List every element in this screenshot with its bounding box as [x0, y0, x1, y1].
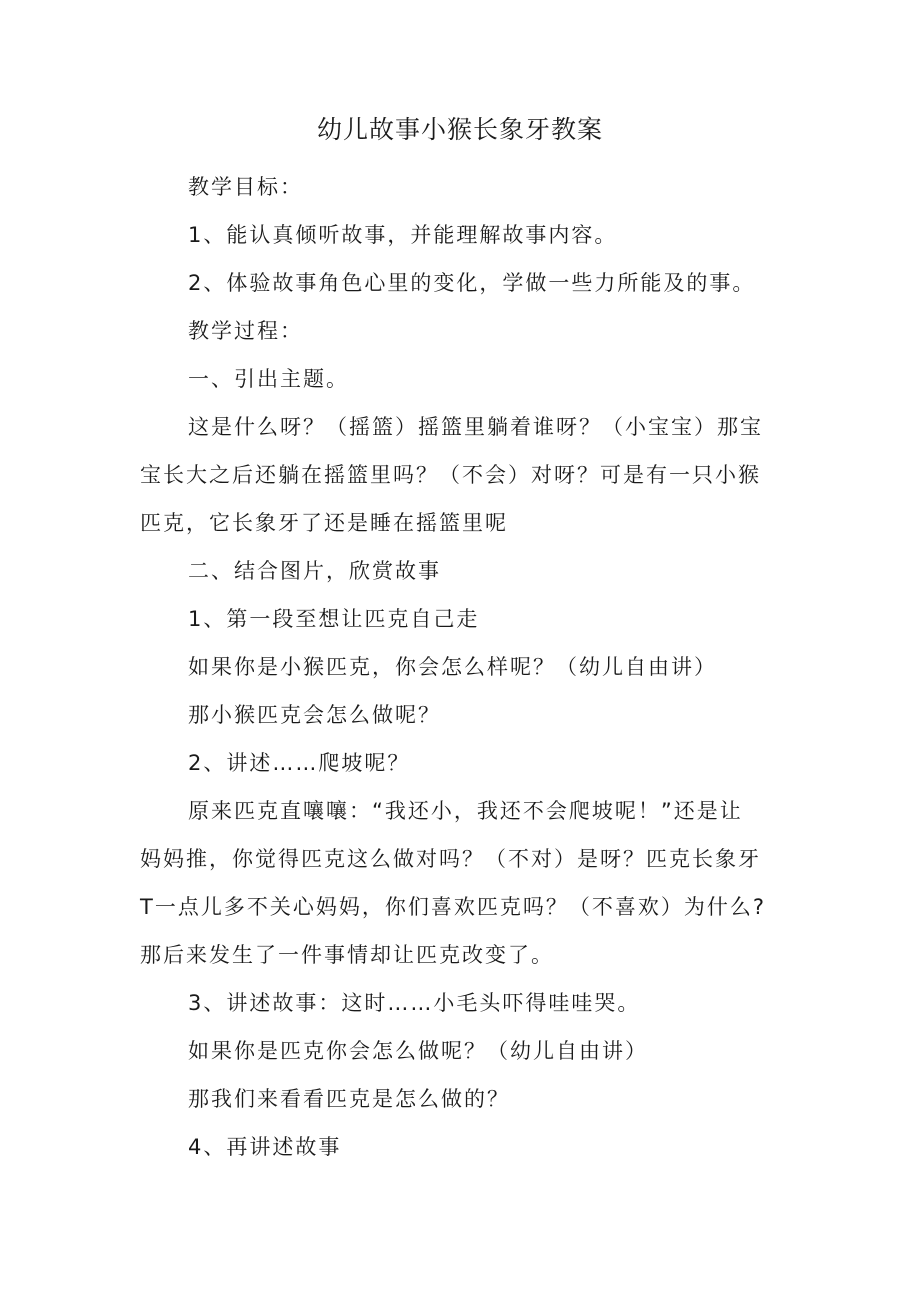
text-line: 这是什么呀？（摇篮）摇篮里躺着谁呀？（小宝宝）那宝 [188, 415, 763, 439]
text-line: 1、第一段至想让匹克自己走 [188, 607, 480, 631]
text-line: 2、体验故事角色心里的变化，学做一些力所能及的事。 [188, 271, 756, 295]
text-line: 4、再讲述故事 [188, 1135, 342, 1159]
text-line: 原来匹克直嚷嚷：“我还小，我还不会爬坡呢！”还是让 [188, 799, 743, 823]
text-line: 如果你是小猴匹克，你会怎么样呢？（幼儿自由讲） [188, 655, 717, 679]
text-line: 匹克，它长象牙了还是睡在摇篮里呢 [140, 511, 508, 535]
text-line: 宝长大之后还躺在摇篮里吗？（不会）对呀？可是有一只小猴 [140, 463, 761, 487]
text-line: 那小猴匹克会怎么做呢？ [188, 703, 441, 727]
text-line: 教学目标： [188, 175, 303, 199]
text-line: 2、讲述……爬坡呢？ [188, 751, 411, 775]
text-line: 妈妈推，你觉得匹克这么做对吗？（不对）是呀？匹克长象牙 [140, 847, 761, 871]
document-title: 幼儿故事小猴长象牙教案 [316, 115, 603, 144]
text-line: 一、引出主题。 [188, 367, 349, 391]
text-line: 1、能认真倾听故事，并能理解故事内容。 [188, 223, 618, 247]
text-line: 二、结合图片，欣赏故事 [188, 559, 441, 583]
text-line: 那我们来看看匹克是怎么做的？ [188, 1087, 510, 1111]
text-line: 教学过程： [188, 319, 303, 343]
text-line: 3、讲述故事：这时……小毛头吓得哇哇哭。 [188, 991, 641, 1015]
text-line: T一点儿多不关心妈妈，你们喜欢匹克吗？（不喜欢）为什么? [140, 895, 766, 919]
text-line: 如果你是匹克你会怎么做呢？（幼儿自由讲） [188, 1039, 648, 1063]
text-line: 那后来发生了一件事情却让匹克改变了。 [140, 943, 554, 967]
